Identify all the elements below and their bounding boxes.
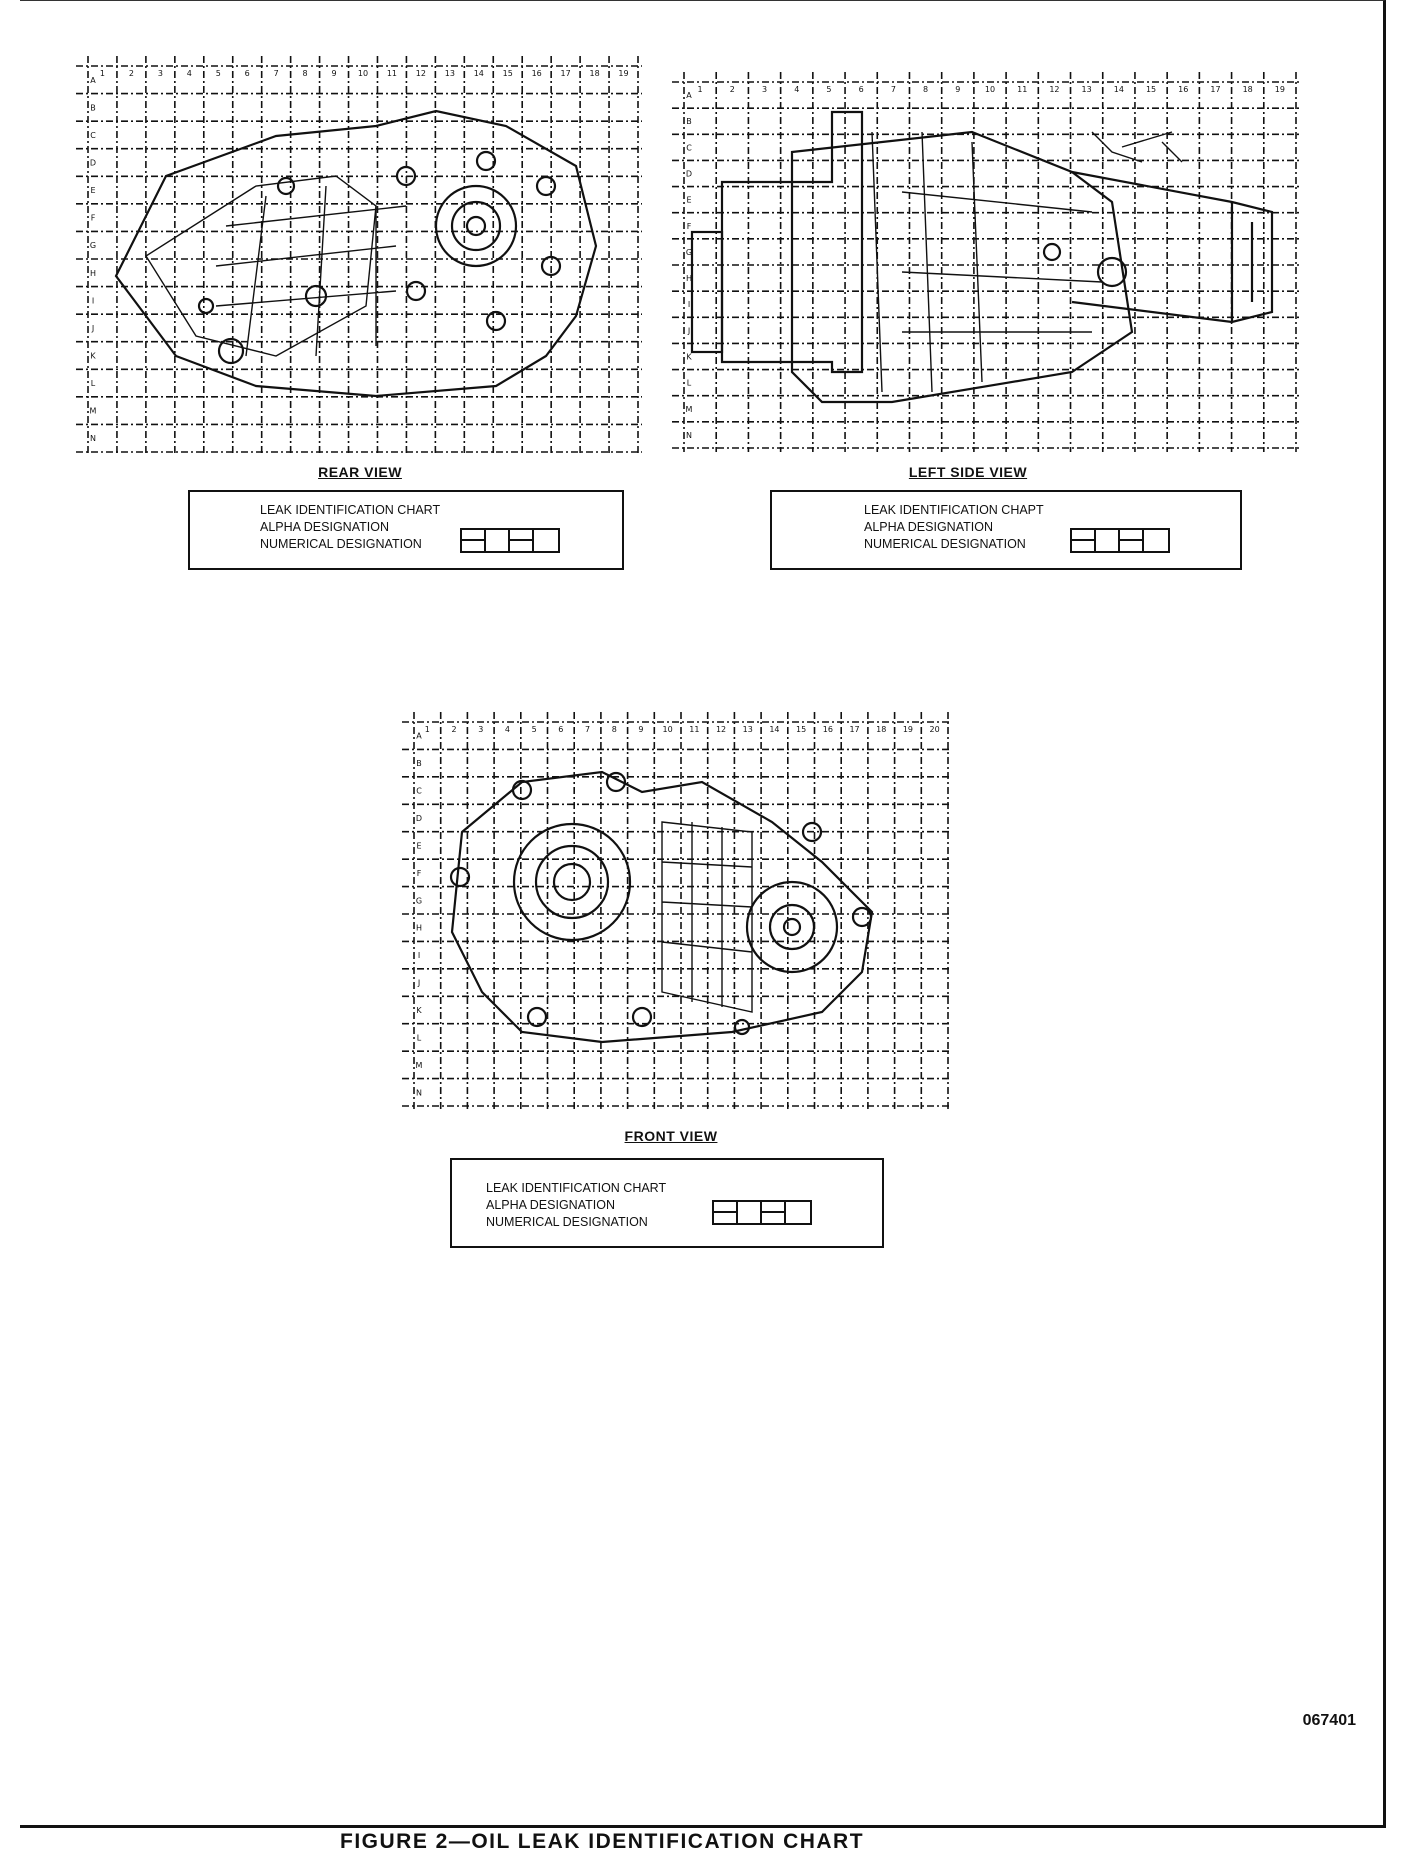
row-label: J — [417, 978, 421, 988]
column-label: 5 — [531, 725, 537, 734]
column-label: 19 — [618, 69, 629, 78]
column-label: 17 — [560, 69, 571, 78]
row-label: L — [416, 1033, 422, 1043]
row-label: B — [686, 117, 692, 127]
column-label: 7 — [890, 85, 896, 94]
column-label: 19 — [902, 725, 914, 734]
column-label: 20 — [929, 725, 940, 734]
column-label: 3 — [157, 69, 163, 78]
column-label: 13 — [742, 725, 753, 734]
front-view-title: FRONT VIEW — [624, 1128, 718, 1144]
column-label: 4 — [186, 69, 192, 78]
chart-title: LEAK IDENTIFICATION CHART — [260, 503, 441, 517]
column-label: 4 — [504, 725, 510, 734]
transfer-case-rear-outline — [116, 111, 596, 396]
rear-view-diagram — [76, 56, 642, 456]
row-label: I — [91, 296, 95, 306]
row-label: M — [415, 1060, 423, 1070]
row-label: F — [416, 868, 422, 878]
row-label: L — [686, 378, 692, 388]
row-label: H — [89, 268, 97, 278]
column-label: 10 — [662, 725, 673, 734]
row-label: A — [686, 91, 692, 101]
column-label: 8 — [611, 725, 617, 734]
column-label: 9 — [331, 69, 337, 78]
row-label: E — [416, 841, 422, 851]
column-label: 18 — [876, 725, 887, 734]
rear-view-grid — [76, 56, 642, 456]
left-side-view-grid — [672, 72, 1300, 452]
designation-boxes[interactable] — [1070, 528, 1170, 553]
column-label: 10 — [984, 85, 996, 94]
column-label: 1 — [424, 725, 430, 734]
chart-title: LEAK IDENTIFICATION CHAPT — [864, 503, 1044, 517]
row-label: B — [416, 759, 422, 769]
column-label: 16 — [1178, 85, 1189, 94]
column-label: 8 — [302, 69, 308, 78]
column-label: 7 — [585, 725, 591, 734]
column-label: 12 — [715, 725, 727, 734]
row-label: N — [686, 430, 692, 440]
row-label: E — [90, 186, 96, 196]
grid-lines — [672, 72, 1300, 452]
row-label: J — [91, 323, 95, 333]
grid-lines — [76, 56, 642, 456]
column-label: 3 — [478, 725, 484, 734]
chart-title: LEAK IDENTIFICATION CHART — [486, 1181, 667, 1195]
column-label: 9 — [638, 725, 644, 734]
row-label: D — [415, 814, 423, 823]
left-side-view-title: LEFT SIDE VIEW — [908, 464, 1028, 480]
row-label: K — [686, 352, 692, 362]
column-label: 11 — [689, 725, 700, 734]
rear-leak-chart — [188, 490, 624, 570]
column-label: 17 — [849, 725, 860, 734]
row-label: G — [89, 241, 97, 251]
front-leak-chart — [450, 1158, 884, 1248]
alpha-label: ALPHA DESIGNATION — [864, 520, 993, 534]
row-label: F — [90, 213, 96, 223]
row-label: A — [416, 731, 422, 741]
left-side-view-diagram — [672, 72, 1300, 452]
column-label: 11 — [386, 69, 398, 78]
row-label: D — [685, 169, 693, 179]
transfer-case-side-outline — [692, 112, 1272, 402]
row-label: I — [687, 300, 691, 310]
column-label: 1 — [99, 69, 106, 78]
column-label: 14 — [473, 69, 484, 78]
numerical-label: NUMERICAL DESIGNATION — [260, 537, 422, 551]
front-view-grid — [402, 712, 952, 1110]
row-label: K — [90, 351, 96, 361]
column-label: 15 — [1145, 85, 1157, 94]
column-label: 1 — [697, 85, 703, 94]
reference-number: 067401 — [1302, 1712, 1356, 1729]
row-label: L — [90, 379, 96, 389]
alpha-label: ALPHA DESIGNATION — [260, 520, 389, 534]
grid-labels — [90, 69, 629, 443]
column-label: 12 — [1049, 85, 1060, 94]
designation-boxes[interactable] — [712, 1200, 812, 1225]
row-label: K — [416, 1006, 422, 1015]
row-label: F — [686, 221, 692, 231]
row-label: E — [686, 195, 692, 205]
row-label: J — [687, 326, 691, 336]
column-label: 8 — [923, 85, 929, 94]
column-label: 19 — [1274, 85, 1285, 94]
column-label: 6 — [858, 85, 864, 94]
alpha-label: ALPHA DESIGNATION — [486, 1198, 615, 1212]
rear-view-title: REAR VIEW — [318, 464, 402, 480]
row-label: G — [685, 247, 693, 257]
row-label: C — [686, 143, 692, 153]
column-label: 6 — [558, 725, 564, 734]
column-label: 6 — [244, 69, 250, 78]
column-label: 17 — [1210, 85, 1221, 94]
column-label: 2 — [451, 725, 457, 734]
row-label: C — [416, 786, 422, 796]
column-label: 5 — [826, 85, 832, 94]
column-label: 16 — [822, 725, 833, 734]
column-label: 11 — [1017, 85, 1028, 94]
column-label: 13 — [444, 69, 455, 78]
row-label: A — [90, 75, 96, 85]
column-label: 7 — [273, 69, 279, 78]
row-label: M — [89, 406, 97, 416]
row-label: M — [685, 404, 693, 414]
left-side-leak-chart — [770, 490, 1242, 570]
row-label: G — [415, 896, 423, 906]
column-label: 18 — [589, 69, 600, 78]
column-label: 5 — [215, 69, 221, 78]
row-label: I — [417, 951, 421, 961]
column-label: 14 — [1113, 85, 1124, 94]
column-label: 4 — [794, 85, 800, 94]
column-label: 15 — [502, 69, 513, 78]
column-label: 15 — [796, 725, 807, 734]
row-label: C — [90, 130, 96, 140]
column-label: 13 — [1081, 85, 1092, 94]
figure-caption: FIGURE 2—OIL LEAK IDENTIFICATION CHART — [340, 1830, 865, 1853]
designation-boxes[interactable] — [460, 528, 560, 553]
row-label: D — [89, 158, 97, 168]
column-label: 3 — [761, 85, 768, 94]
front-view-diagram — [402, 712, 952, 1110]
column-label: 10 — [357, 69, 369, 78]
column-label: 16 — [531, 69, 542, 78]
column-label: 12 — [415, 69, 426, 78]
column-label: 14 — [769, 725, 780, 734]
transfer-case-front-outline — [451, 772, 872, 1042]
row-label: B — [90, 103, 96, 113]
row-label: N — [90, 434, 96, 444]
column-label: 18 — [1242, 85, 1253, 94]
column-label: 2 — [128, 69, 134, 78]
numerical-label: NUMERICAL DESIGNATION — [486, 1215, 648, 1229]
column-label: 9 — [955, 85, 961, 94]
column-label: 2 — [729, 85, 735, 94]
row-label: H — [415, 923, 423, 933]
numerical-label: NUMERICAL DESIGNATION — [864, 537, 1026, 551]
row-label: N — [416, 1088, 422, 1098]
row-label: H — [685, 274, 693, 284]
